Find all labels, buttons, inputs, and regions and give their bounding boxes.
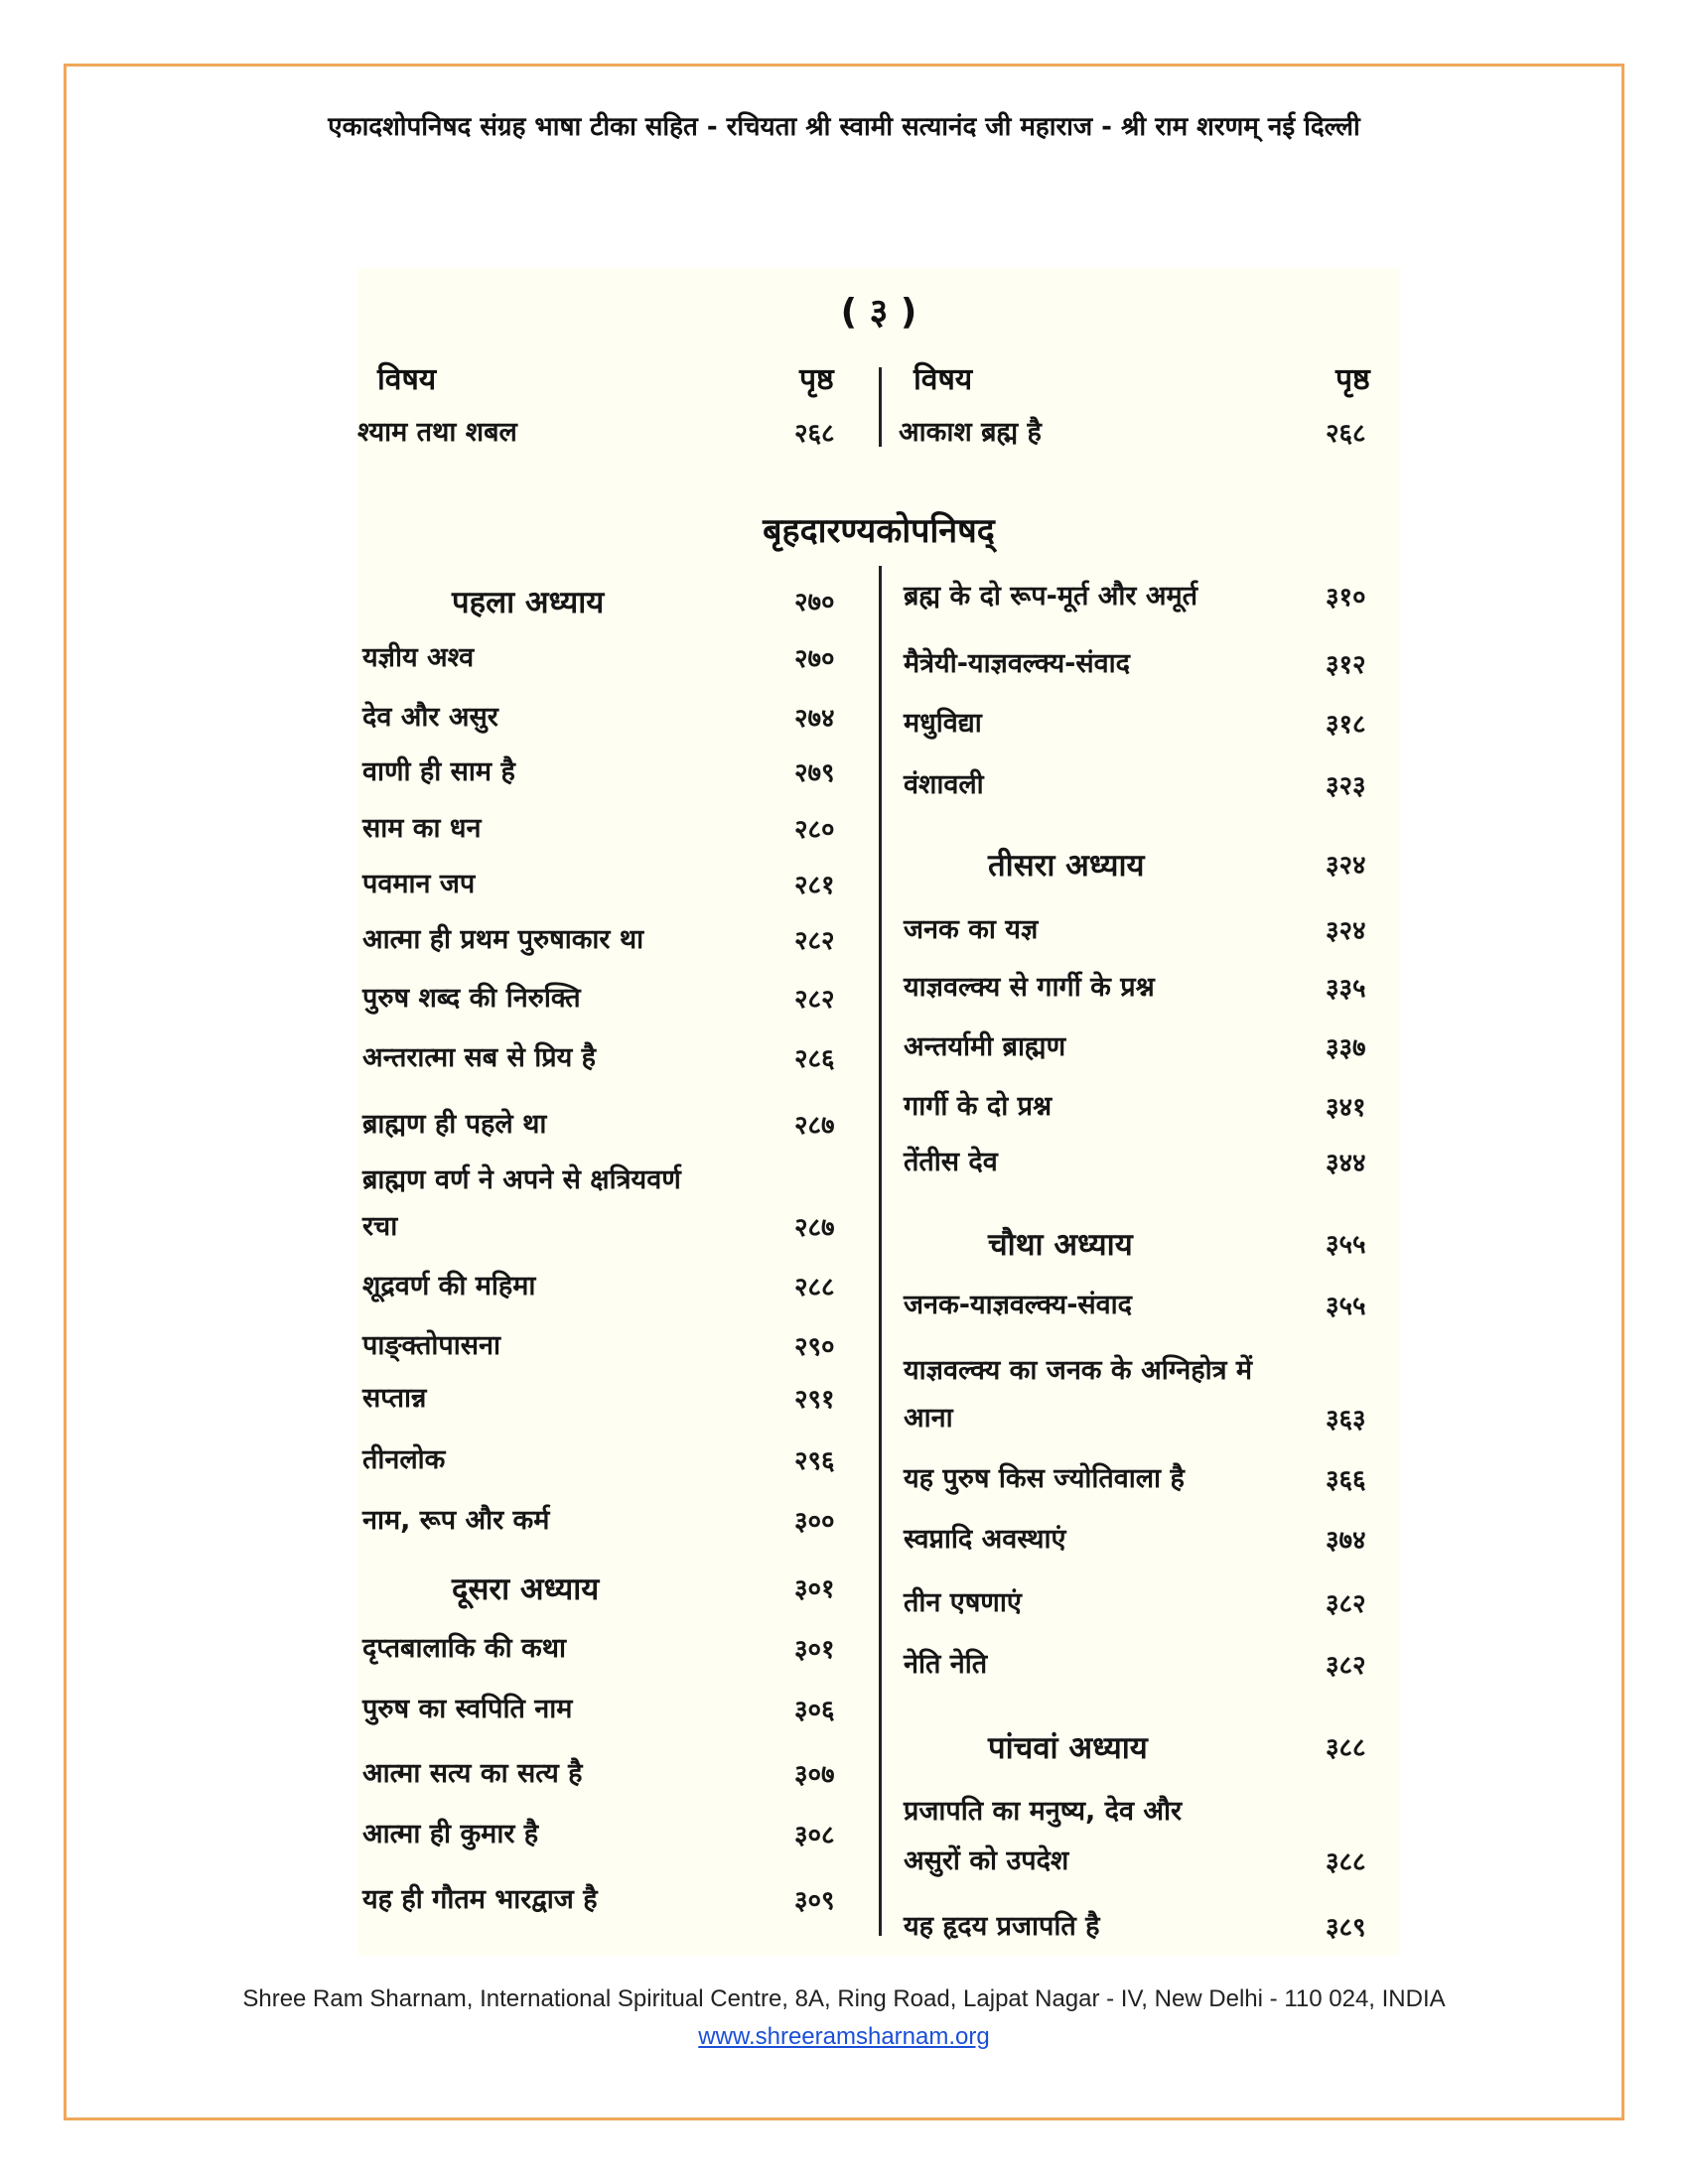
- index-entry-label: मधुविद्या: [904, 708, 982, 739]
- index-entry-label: वाणी ही साम है: [362, 756, 515, 787]
- top-right-entry-page: २६८: [1326, 419, 1366, 449]
- index-entry-label: अन्तर्यामी ब्राह्मण: [904, 1031, 1066, 1062]
- index-entry-label: सप्तान्न: [362, 1383, 427, 1414]
- chapter-heading: दूसरा अध्याय: [452, 1571, 600, 1607]
- index-entry-label: पवमान जप: [362, 869, 476, 899]
- index-entry-label: जनक-याज्ञवल्क्य-संवाद: [904, 1290, 1133, 1320]
- index-entry-page: ३०१: [794, 1635, 835, 1665]
- index-entry-page: २९१: [794, 1385, 835, 1415]
- top-right-entry-label: आकाश ब्रह्म है: [899, 417, 1042, 448]
- top-column-divider: [879, 367, 882, 447]
- index-entry-page: ३२३: [1326, 771, 1366, 801]
- index-entry-page: २७०: [794, 644, 835, 674]
- index-entry-label: तेंतीस देव: [904, 1147, 998, 1177]
- index-entry-label: मैत्रेयी-याज्ञवल्क्य-संवाद: [904, 648, 1130, 679]
- index-entry-page: ३०६: [794, 1696, 835, 1725]
- index-entry-label: असुरों को उपदेश: [904, 1845, 1069, 1876]
- index-entry-label: ब्रह्म के दो रूप-मूर्त और अमूर्त: [904, 581, 1197, 612]
- index-entry-page: ३८८: [1326, 1847, 1366, 1877]
- column-divider: [879, 566, 882, 1936]
- index-entry-label: यह हृदय प्रजापति है: [904, 1911, 1100, 1942]
- index-entry-label: यह ही गौतम भारद्वाज है: [362, 1884, 598, 1915]
- index-entry-label: अन्तरात्मा सब से प्रिय है: [362, 1042, 596, 1073]
- index-entry-page: २९०: [794, 1332, 835, 1362]
- index-entry-label: आत्मा ही कुमार है: [362, 1819, 539, 1849]
- index-entry-page: ३८९: [1326, 1913, 1366, 1943]
- index-entry-page: ३०९: [794, 1886, 835, 1916]
- left-page-header: पृष्ठ: [799, 362, 834, 397]
- index-entry-label: तीनलोक: [362, 1444, 446, 1475]
- index-entry-page: ३८२: [1326, 1589, 1366, 1619]
- index-entry-page: ३०१: [794, 1574, 835, 1604]
- chapter-heading: पहला अध्याय: [452, 585, 605, 620]
- index-entry-page: ३८२: [1326, 1651, 1366, 1681]
- index-entry-label: ब्राह्मण वर्ण ने अपने से क्षत्रियवर्ण: [362, 1164, 681, 1195]
- index-entry-label: दृप्तबालाकि की कथा: [362, 1633, 566, 1664]
- chapter-heading: तीसरा अध्याय: [988, 848, 1145, 884]
- index-entry-page: २८२: [794, 926, 835, 956]
- index-entry-page: ३२४: [1326, 916, 1366, 946]
- index-entry-label: देव और असुर: [362, 702, 498, 733]
- page-number: ( ३ ): [840, 292, 917, 333]
- index-entry-page: ३३५: [1326, 974, 1366, 1004]
- index-entry-label: पुरुष शब्द की निरुक्ति: [362, 983, 581, 1014]
- index-entry-page: ३४४: [1326, 1149, 1366, 1178]
- index-entry-page: २८६: [794, 1044, 835, 1074]
- index-entry-page: २७४: [794, 704, 835, 734]
- index-entry-page: २८२: [794, 985, 835, 1015]
- index-entry-page: २८१: [794, 871, 835, 900]
- index-entry-page: २८०: [794, 815, 835, 845]
- left-subject-header: विषय: [377, 362, 437, 397]
- index-entry-page: ३६३: [1326, 1405, 1366, 1434]
- index-entry-page: ३३७: [1326, 1033, 1366, 1063]
- index-entry-page: २७०: [794, 588, 835, 617]
- index-entry-label: पुरुष का स्वपिति नाम: [362, 1694, 573, 1724]
- chapter-heading: चौथा अध्याय: [988, 1227, 1133, 1263]
- index-entry-page: २८७: [794, 1111, 835, 1141]
- index-entry-page: ३५५: [1326, 1292, 1366, 1321]
- index-entry-page: २८८: [794, 1273, 835, 1302]
- index-entry-label: आत्मा ही प्रथम पुरुषाकार था: [362, 924, 644, 955]
- index-entry-page: ३१०: [1326, 583, 1366, 613]
- index-entry-label: स्वप्नादि अवस्थाएं: [904, 1524, 1066, 1555]
- index-entry-page: ३१२: [1326, 650, 1366, 680]
- index-entry-page: ३००: [794, 1507, 835, 1537]
- index-entry-label: पाङ्क्तोपासना: [362, 1330, 500, 1361]
- index-entry-label: तीन एषणाएं: [904, 1587, 1022, 1618]
- top-left-entry-label: श्याम तथा शबल: [357, 417, 517, 448]
- index-entry-page: २८७: [794, 1213, 835, 1243]
- index-entry-label: आना: [904, 1403, 953, 1433]
- index-entry-page: ३७४: [1326, 1526, 1366, 1556]
- footer-address: Shree Ram Sharnam, International Spiritual Centre, 8A, Ring Road, Lajpat Nagar - IV, New Delhi - 110 024, INDIA: [242, 1985, 1446, 2012]
- index-entry-page: २७९: [794, 758, 835, 788]
- index-entry-page: ३०७: [794, 1760, 835, 1790]
- index-entry-page: ३०८: [794, 1821, 835, 1850]
- top-left-entry-page: २६८: [794, 419, 835, 449]
- scanned-index-page: [357, 268, 1400, 1956]
- index-entry-label: यज्ञीय अश्व: [362, 642, 475, 673]
- index-entry-label: वंशावली: [904, 769, 984, 800]
- section-title: बृहदारण्यकोपनिषद्: [763, 511, 995, 551]
- index-entry-label: याज्ञवल्क्य का जनक के अग्निहोत्र में: [904, 1355, 1253, 1386]
- index-entry-label: जनक का यज्ञ: [904, 914, 1039, 945]
- index-entry-page: ३४१: [1326, 1093, 1366, 1123]
- chapter-heading: पांचवां अध्याय: [988, 1730, 1148, 1766]
- index-entry-label: गार्गी के दो प्रश्न: [904, 1091, 1053, 1122]
- index-entry-page: ३६६: [1326, 1465, 1366, 1495]
- index-entry-label: नेति नेति: [904, 1649, 988, 1680]
- right-subject-header: विषय: [914, 362, 973, 397]
- index-entry-page: २९६: [794, 1446, 835, 1476]
- index-entry-label: शूद्रवर्ण की महिमा: [362, 1271, 536, 1301]
- index-entry-page: ३५५: [1326, 1230, 1366, 1260]
- index-entry-label: ब्राह्मण ही पहले था: [362, 1109, 547, 1140]
- index-entry-label: प्रजापति का मनुष्य, देव और: [904, 1796, 1183, 1827]
- index-entry-label: यह पुरुष किस ज्योतिवाला है: [904, 1463, 1185, 1494]
- index-entry-page: ३२४: [1326, 851, 1366, 881]
- document-header: एकादशोपनिषद संग्रह भाषा टीका सहित - रचियता श्री स्वामी सत्यानंद जी महाराज - श्री राम शरणम् नई दिल्ली: [328, 112, 1360, 142]
- index-entry-page: ३१८: [1326, 710, 1366, 740]
- index-entry-label: याज्ञवल्क्य से गार्गी के प्रश्न: [904, 972, 1155, 1003]
- index-entry-label: साम का धन: [362, 813, 482, 844]
- website-link[interactable]: www.shreeramsharnam.org: [698, 2023, 990, 2050]
- index-entry-label: रचा: [362, 1211, 398, 1242]
- index-entry-label: आत्मा सत्य का सत्य है: [362, 1758, 583, 1789]
- index-entry-label: नाम, रूप और कर्म: [362, 1505, 550, 1536]
- right-page-header: पृष्ठ: [1336, 362, 1370, 397]
- index-entry-page: ३८८: [1326, 1733, 1366, 1763]
